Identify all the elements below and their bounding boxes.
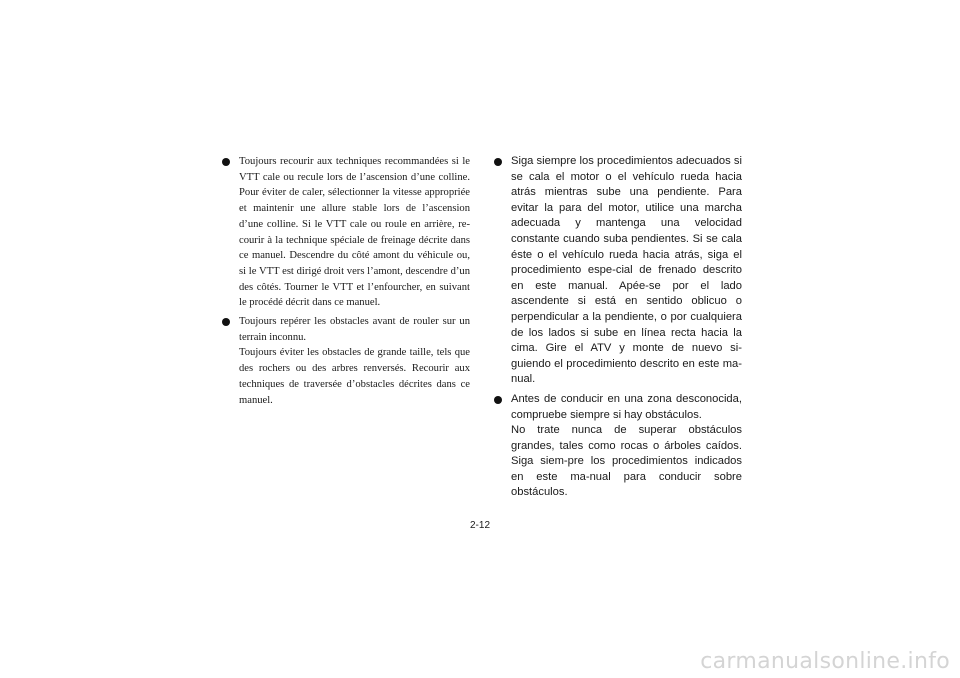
bullet-dot-icon bbox=[494, 396, 502, 404]
watermark: carmanualsonline.info bbox=[700, 649, 950, 674]
bullet-dot-icon bbox=[222, 318, 230, 326]
list-item bbox=[222, 314, 470, 408]
paragraph: No trate nunca de superar obstáculos grandes, tales como rocas o árboles caídos. Siga siem-pre los procedimientos indicados en este ma-nual para conducir sobre obstáculos. bbox=[511, 424, 742, 499]
french-column bbox=[222, 154, 470, 408]
list-item bbox=[494, 154, 742, 388]
list-item bbox=[222, 154, 470, 311]
spanish-column bbox=[494, 154, 742, 501]
list-item bbox=[494, 392, 742, 501]
paragraph: Antes de conducir en una zona desconocida, compruebe siempre si hay obstáculos. bbox=[511, 392, 742, 421]
bullet-dot-icon bbox=[494, 158, 502, 166]
paragraph: Siga siempre los procedimientos adecuados si se cala el motor o el vehículo rueda hacia atrás mientras sube una pendiente. Para evitar la para del motor, utilice una marcha adecuada y mantenga una velocidad constante cuando suba pendientes. Si se cala éste o el vehículo rueda hacia atrás, siga el procedimiento espe-cial de frenado descrito en este manual. Apée-se por el lado ascendente si está en sentido oblicuo o perpendicular a la pendiente, o por cualquiera de los lados si sube en línea recta hacia la cima. Gire el ATV y monte de nuevo si-guiendo el procedimiento descrito en este ma-nual. bbox=[511, 155, 742, 386]
page-number: 2-12 bbox=[469, 520, 490, 531]
paragraph: Toujours éviter les obstacles de grande taille, tels que des rochers ou des arbres renversés. Recourir aux techniques de traversée d’obstacles décrites dans ce manuel. bbox=[239, 347, 470, 406]
paragraph: Toujours repérer les obstacles avant de rouler sur un terrain inconnu. bbox=[239, 316, 470, 343]
bullet-dot-icon bbox=[222, 158, 230, 166]
paragraph: Toujours recourir aux techniques recommandées si le VTT cale ou recule lors de l’ascension d’une colline. Pour éviter de caler, sélectionner la vitesse appropriée et maintenir une allure stable lors de l’ascension d’une colline. Si le VTT cale ou roule en arrière, re-courir à la technique spéciale de freinage décrite dans ce manuel. Descendre du côté amont du véhicule ou, si le VTT est dirigé droit vers l’amont, descendre d’un des côtés. Tourner le VTT et l’enfourcher, en suivant le procédé décrit dans ce manuel. bbox=[239, 156, 470, 309]
